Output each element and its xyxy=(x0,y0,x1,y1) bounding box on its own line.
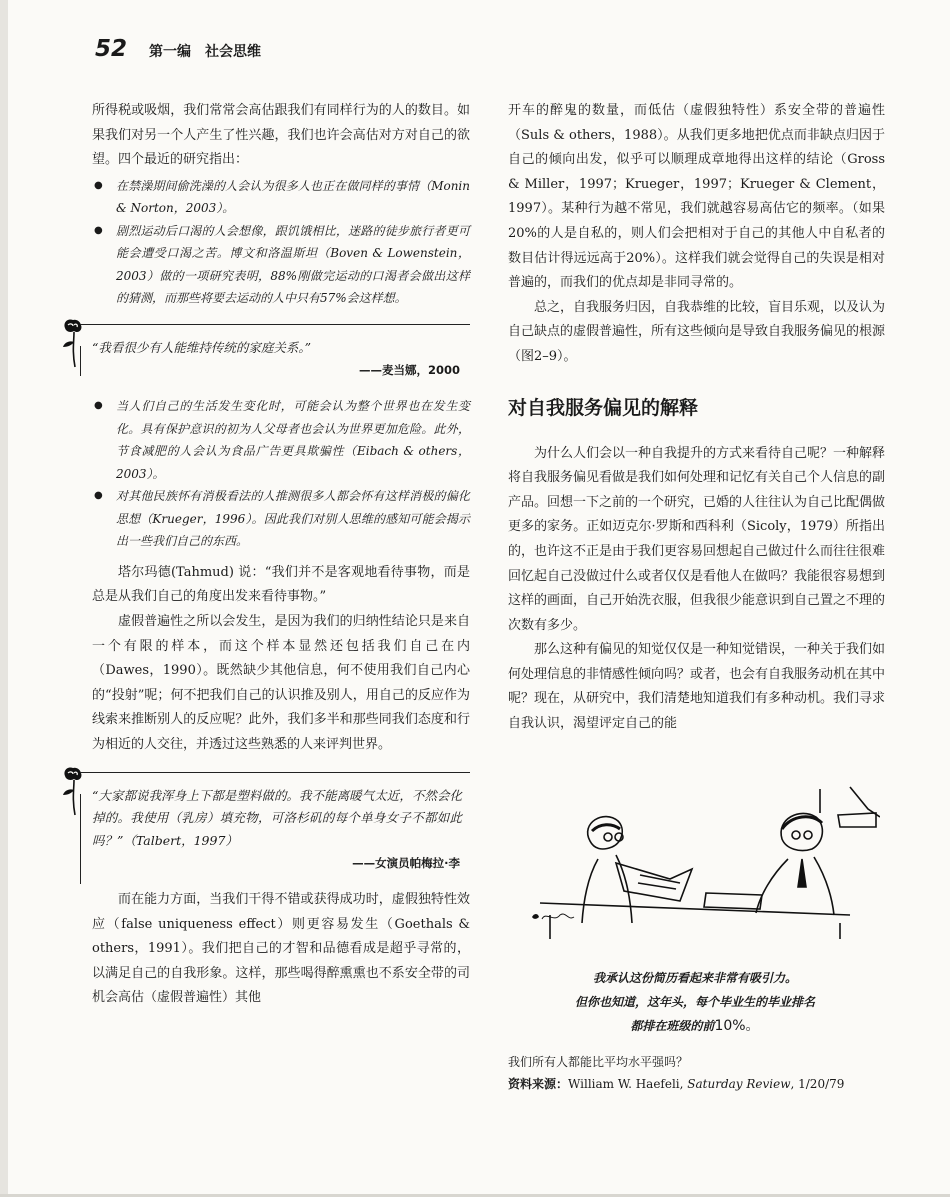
caption-line xyxy=(515,1014,875,1038)
caption-line: 但你也知道，这年头，每个毕业生的毕业排名 xyxy=(574,995,815,1009)
running-title: 第一编 社会思维 xyxy=(149,44,262,60)
paragraph: 塔尔玛德(Tahmud) 说：“我们并不是客观地看待事物，而是总是从我们自己的角度出发来看待事物。” xyxy=(92,564,470,605)
quote-bar xyxy=(80,346,81,376)
quote-bar xyxy=(80,794,81,884)
page-edge xyxy=(0,0,8,1197)
right-column xyxy=(508,99,885,737)
quote-rule xyxy=(80,772,470,773)
quote-attribution: ——女演员帕梅拉·李 xyxy=(352,856,460,871)
left-column xyxy=(92,99,470,1011)
page-header xyxy=(95,36,261,62)
bullet-item: ● 对其他民族怀有消极看法的人推测很多人都会怀有这样消极的偏化思想（Krueger，1996）。因此我们对别人思维的感知可能会揭示出一些我们自己的东西。 xyxy=(116,485,470,553)
cartoon-caption xyxy=(515,966,875,1038)
caption-line-text: 都排在班级的前 xyxy=(630,1019,715,1033)
paragraph: 那么这种有偏见的知觉仅仅是一种知觉错误，一种关于我们如何处理信息的非情感性倾向吗？或者，也会有自我服务动机在其中呢？现在，从研究中，我们清楚地知道我们有多种动机。我们寻求自我认识，渴望评定自己的能 xyxy=(508,642,886,732)
bullet-item: ● 在禁澡期间偷洗澡的人会认为很多人也正在做同样的事情（Monin & Norton，2003）。 xyxy=(116,175,470,220)
paragraph: 开车的醉鬼的数量，而低估（虚假独特性）系安全带的普遍性（Suls & others，1988）。从我们更多地把优点而非缺点归因于自己的倾向出发，似乎可以顺理成章地得出这样的结论（Gross & Miller，1997；Krueger，1997；Krueger & Clement，1997）。某种行为越不常见，我们就越容易高估它的频率。（如果20%的人是自私的，则人们会把相对于自己的其他人中自私者的数目估计得远远高于20%）。这样我们就会觉得自己的失误是相对普遍的，而我们的优点却是非同寻常的。 xyxy=(508,103,885,291)
section-heading: 对自我服务偏见的解释 xyxy=(508,396,699,419)
figure-source xyxy=(508,1074,844,1094)
caption-line: 我承认这份简历看起来非常有吸引力。 xyxy=(592,971,797,985)
paragraph: 所得税或吸烟，我们常常会高估跟我们有同样行为的人的数目。如果我们对另一个人产生了性兴趣，我们也许会高估对方对自己的欲望。四个最近的研究指出： xyxy=(92,103,470,168)
bullet-list xyxy=(92,175,470,310)
paragraph: 虚假普遍性之所以会发生，是因为我们的归纳性结论只是来自一个有限的样本，而这个样本显然还包括我们自己在内（Dawes，1990）。既然缺少其他信息，何不使用我们自己内心的“投射”呢；何不把我们自己的认识推及别人，用自己的反应作为线索来推断别人的反应呢？此外，我们多半和那些同我们态度和行为相近的人交往，并透过这些熟悉的人来评判世界。 xyxy=(92,613,470,752)
paragraph: 为什么人们会以一种自我提升的方式来看待自己呢？一种解释将自我服务偏见看做是我们如何处理和记忆有关自己个人信息的副产品。回想一下之前的一个研究，已婚的人往往认为自己比配偶做更多的家务。正如迈克尔·罗斯和西科利（Sicoly，1979）所指出的，也许这不正是由于我们更容易回想起自己做过什么而往往很难回忆起自己没做过什么或者仅仅是看他人在做吗？我能很容易想到这样的画面，自己开始洗衣服，但我很少能意识到自己置之不理的次数有多少。 xyxy=(508,445,886,633)
quote-attribution: ——麦当娜，2000 xyxy=(358,363,460,378)
margin-quote xyxy=(92,324,470,382)
figure-question: 我们所有人都能比平均水平强吗？ xyxy=(508,1055,689,1069)
bullet-item: ● 剧烈运动后口渴的人会想像，跟饥饿相比，迷路的徒步旅行者更可能会遭受口渴之苦。博文和洛温斯坦（Boven & Lowenstein，2003）做的一项研究表明，88%刚做完运动的口渴者会做出这样的猜测，而那些将要去运动的人中只有57%会这样想。 xyxy=(116,220,470,310)
source-date: , 1/20/79 xyxy=(790,1077,845,1091)
source-label: 资料来源： xyxy=(508,1077,569,1091)
page-number: 52 xyxy=(95,36,128,62)
bullet-item: ● 当人们自己的生活发生变化时，可能会认为整个世界也在发生变化。具有保护意识的初为人父母者也会认为世界更加危险。此外，节食减肥的人会认为食品广告更具欺骗性（Eibach & others，2003）。 xyxy=(116,395,470,485)
cartoon-illustration xyxy=(520,783,880,943)
source-publication: Saturday Review xyxy=(687,1077,791,1091)
source-author: William W. Haefeli, xyxy=(568,1077,688,1091)
paragraph: 总之，自我服务归因，自我恭维的比较，盲目乐观，以及认为自己缺点的虚假普遍性，所有这些倾向是导致自我服务偏见的根源（图2–9）。 xyxy=(508,299,886,364)
bullet-list xyxy=(92,395,470,553)
paragraph: 而在能力方面，当我们干得不错或获得成功时，虚假独特性效应（false uniqueness effect）则更容易发生（Goethals & others，1991）。我们把自己的才智和品德看成是超乎寻常的，以满足自己的自我形象。这样，那些喝得醉熏熏也不系安全带的司机会高估（虚假普遍性）其他 xyxy=(92,892,470,1006)
caption-percent: 10%。 xyxy=(714,1018,760,1034)
margin-quote xyxy=(92,772,470,875)
quote-text: “我看很少有人能维持传统的家庭关系。” xyxy=(92,339,312,355)
quote-rule xyxy=(80,324,470,325)
quote-text: “大家都说我浑身上下都是塑料做的。我不能离暖气太近，不然会化掉的。我使用（乳房）填充物，可洛杉矶的每个单身女子不都如此吗？”（Talbert，1997） xyxy=(92,787,462,848)
